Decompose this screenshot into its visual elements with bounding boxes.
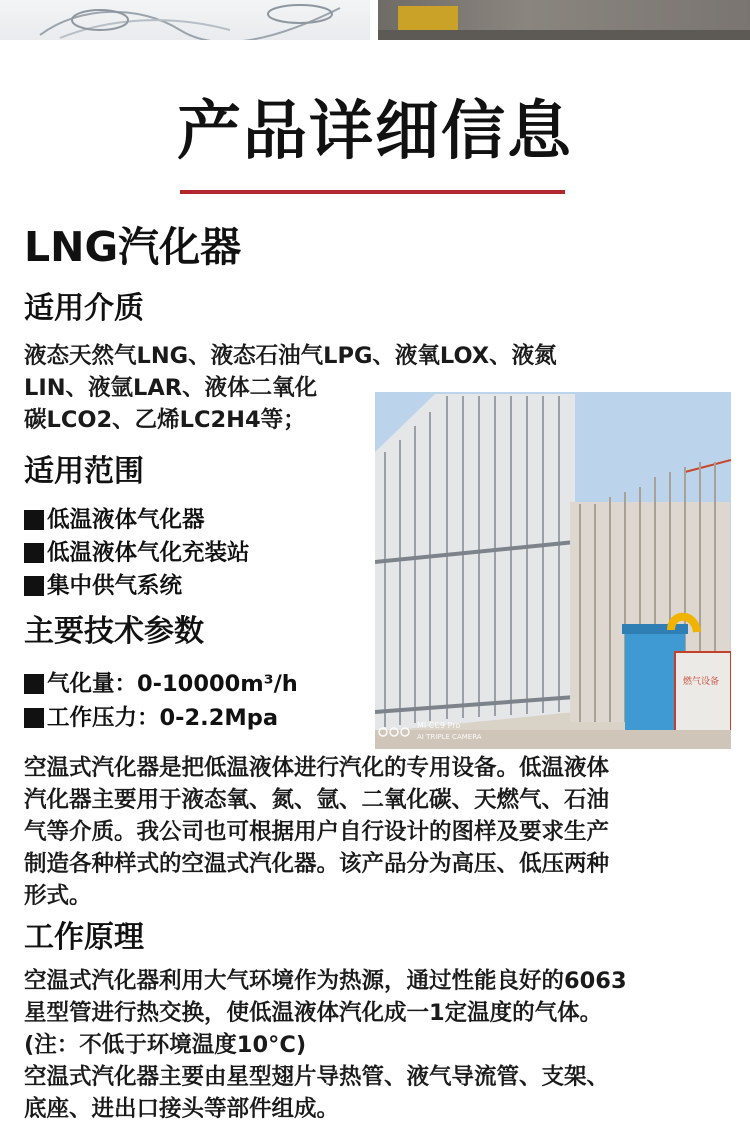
product-name: LNG汽化器 <box>24 223 242 271</box>
description-line: 汽化器主要用于液态氧、氮、氩、二氧化碳、天燃气、石油 <box>24 787 610 813</box>
principle-line: 空温式汽化器利用大气环境作为热源，通过性能良好的6063 <box>24 968 627 994</box>
page-title: 产品详细信息 <box>177 95 573 169</box>
principle-line: 空温式汽化器主要由星型翅片导热管、液气导流管、支架、 <box>24 1064 610 1090</box>
media-heading: 适用介质 <box>24 291 144 326</box>
scope-item: 低温液体气化器 <box>24 504 205 536</box>
principle-line: 星型管进行热交换，使低温液体汽化成一1定温度的气体。 <box>24 1000 603 1026</box>
bullet-square-icon <box>24 674 44 694</box>
principle-heading: 工作原理 <box>24 920 144 955</box>
scope-heading: 适用范围 <box>24 454 144 489</box>
description-line: 形式。 <box>24 883 92 909</box>
bullet-square-icon <box>24 510 44 530</box>
bullet-square-icon <box>24 708 44 728</box>
vaporizer-photo <box>375 392 731 749</box>
media-line-2: LIN、液氩LAR、液体二氧化 <box>24 375 318 401</box>
description-line: 制造各种样式的空温式汽化器。该产品分为高压、低压两种 <box>24 851 610 877</box>
scope-item: 低温液体气化充装站 <box>24 537 250 569</box>
media-line-1: 液态天然气LNG、液态石油气LPG、液氧LOX、液氮 <box>24 343 557 369</box>
description-line: 空温式汽化器是把低温液体进行汽化的专用设备。低温液体 <box>24 755 610 781</box>
bullet-square-icon <box>24 576 44 596</box>
photo-watermark-1: MI CC9 Pro <box>417 721 461 730</box>
description-line: 气等介质。我公司也可根据用户自行设计的图样及要求生产 <box>24 819 610 845</box>
specs-heading: 主要技术参数 <box>24 614 204 649</box>
photo-watermark-2: AI TRIPLE CAMERA <box>417 733 482 741</box>
spec-item: 工作压力：0-2.2Mpa <box>24 702 278 734</box>
top-right-product-photo <box>378 0 750 40</box>
top-left-product-photo <box>0 0 370 40</box>
photo-sign-text: 燃气设备 <box>682 677 720 687</box>
principle-line: (注：不低于环境温度10°C) <box>24 1032 307 1058</box>
bullet-square-icon <box>24 543 44 563</box>
title-divider <box>180 190 565 194</box>
principle-line: 底座、进出口接头等部件组成。 <box>24 1096 340 1122</box>
spec-item: 气化量：0-10000m³/h <box>24 668 298 700</box>
scope-item: 集中供气系统 <box>24 570 182 602</box>
media-line-3: 碳LCO2、乙烯LC2H4等； <box>24 407 306 433</box>
